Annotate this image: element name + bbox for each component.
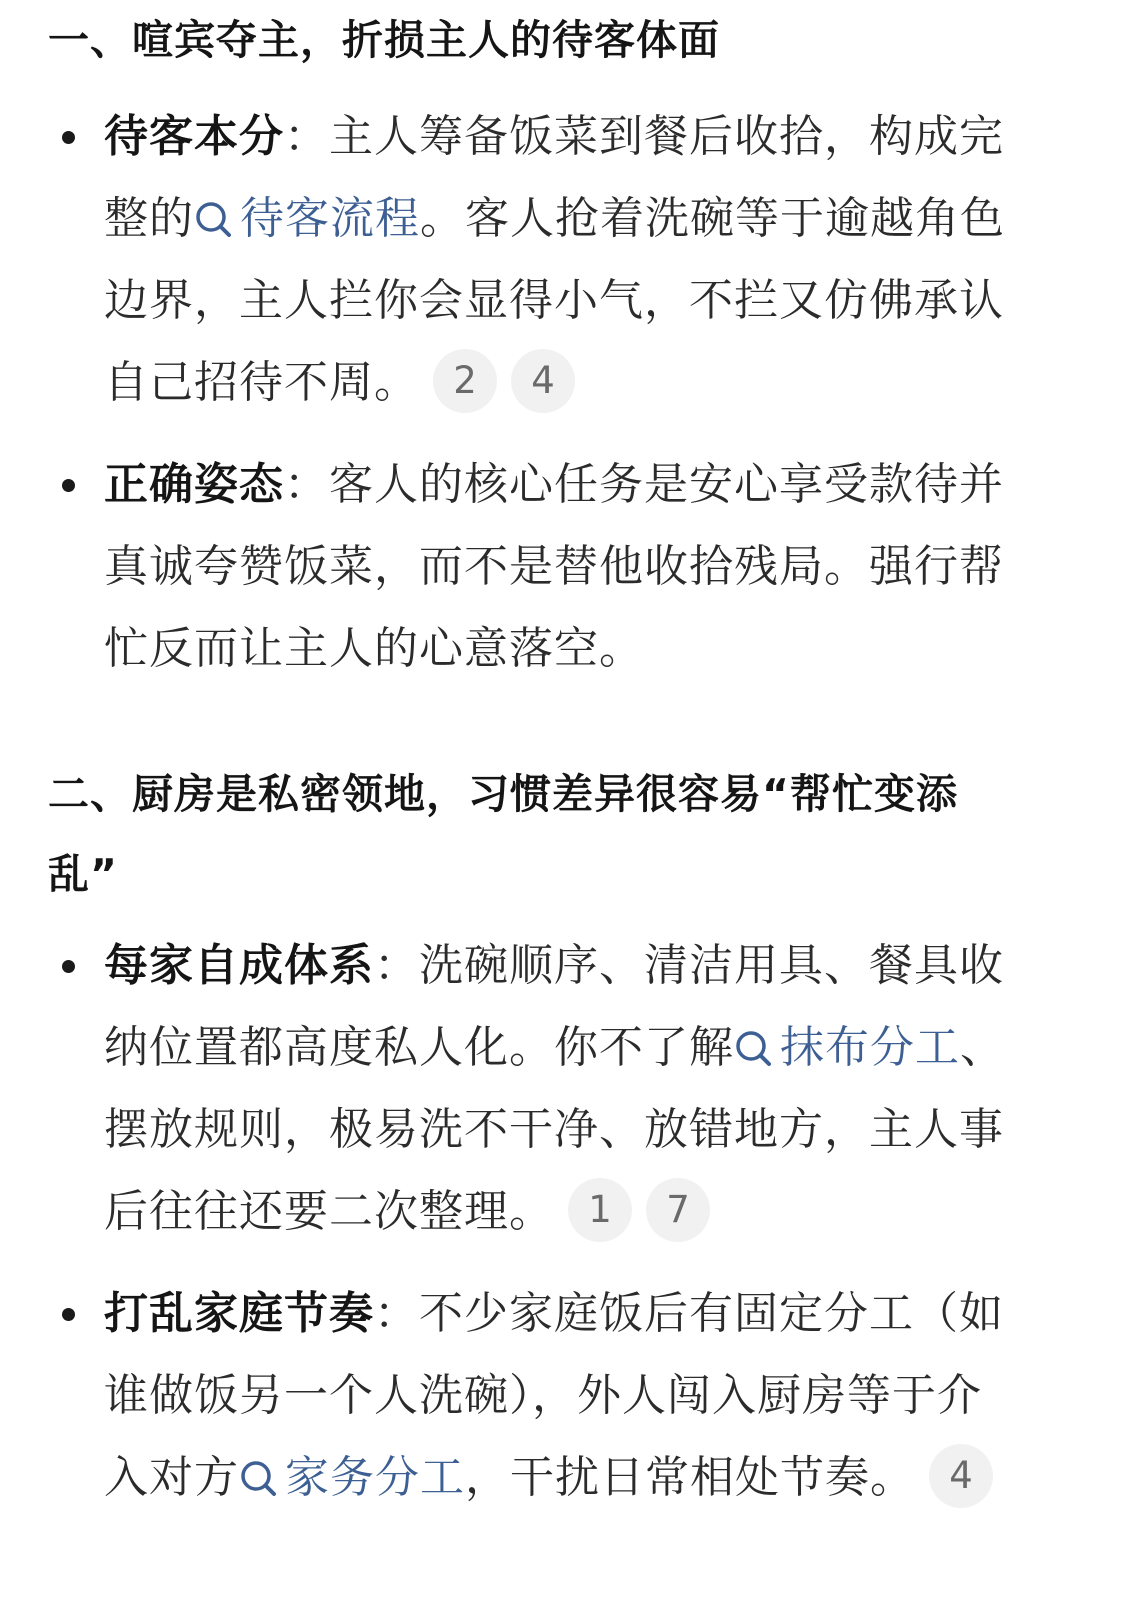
text-line: 谁做饭另一个人洗碗），外人闯入厨房等于介	[104, 1370, 982, 1421]
search-link[interactable]: 抹布分工	[734, 1022, 960, 1073]
citation-badge[interactable]: 4	[929, 1444, 993, 1508]
bullet-dot	[62, 479, 75, 492]
bullet-dot	[62, 960, 75, 973]
text-line: 后往往还要二次整理。 1 7	[104, 1171, 710, 1253]
text-line: 每家自成体系：洗碗顺序、清洁用具、餐具收	[104, 940, 1004, 991]
text-line: 正确姿态：客人的核心任务是安心享受款待并	[104, 459, 1004, 510]
section-heading-2: 二、厨房是私密领地，习惯差异很容易“帮忙变添 乱”	[48, 770, 958, 898]
citation-badge[interactable]: 2	[433, 349, 497, 413]
text-line: 入对方 家务分工，干扰日常相处节奏。 4	[104, 1437, 993, 1519]
bullet-dot	[62, 131, 75, 144]
text-line: 真诚夸赞饭菜，而不是替他收拾残局。强行帮	[104, 541, 1004, 592]
citation-badge[interactable]: 4	[511, 349, 575, 413]
text-line: 待客本分：主人筹备饭菜到餐后收拾，构成完	[104, 111, 1004, 162]
section-heading-1: 一、喧宾夺主，折损主人的待客体面	[48, 16, 720, 64]
search-link[interactable]: 待客流程	[194, 193, 420, 244]
text-line: 打乱家庭节奏：不少家庭饭后有固定分工（如	[104, 1288, 1004, 1339]
text-line: 自己招待不周。 2 4	[104, 342, 575, 424]
search-link[interactable]: 家务分工	[239, 1452, 465, 1503]
search-icon	[194, 184, 234, 224]
text-line: 摆放规则，极易洗不干净、放错地方，主人事	[104, 1104, 1004, 1155]
item-term: 每家自成体系	[104, 940, 374, 991]
text-line: 纳位置都高度私人化。你不了解 抹布分工、	[104, 1007, 1005, 1089]
item-term: 待客本分	[104, 111, 284, 162]
bullet-dot	[62, 1308, 75, 1321]
item-term: 打乱家庭节奏	[104, 1288, 374, 1339]
search-icon	[239, 1443, 279, 1483]
search-icon	[734, 1013, 774, 1053]
item-term: 正确姿态	[104, 459, 284, 510]
text-line: 整的 待客流程。客人抢着洗碗等于逾越角色	[104, 178, 1005, 260]
citation-badge[interactable]: 7	[646, 1178, 710, 1242]
citation-badge[interactable]: 1	[568, 1178, 632, 1242]
text-line: 忙反而让主人的心意落空。	[104, 623, 644, 674]
text-line: 边界，主人拦你会显得小气，不拦又仿佛承认	[104, 275, 1004, 326]
